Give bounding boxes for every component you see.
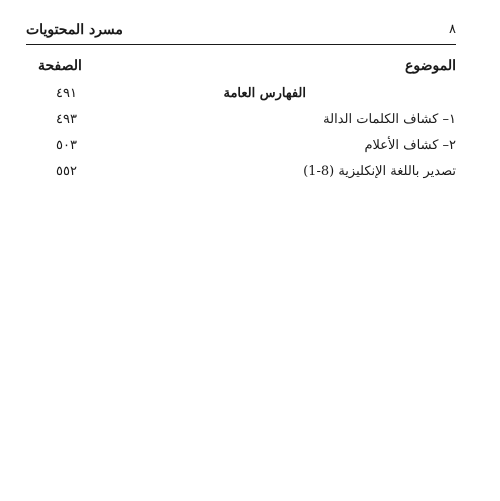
toc-entry-label: ٢– كشاف الأعلام [364,138,456,153]
header-title: مسرد المحتويات [26,22,123,38]
toc-entry-page: ٤٩٣ [56,112,77,127]
page-column-heading: الصفحة [38,58,82,74]
subject-column-heading: الموضوع [405,58,456,74]
toc-row[interactable] [26,112,456,130]
toc-entry-label: الفهارس العامة [223,86,306,101]
toc-entry-label: تصدير باللغة الإنكليزية (8-1) [303,164,456,179]
toc-row[interactable] [26,138,456,156]
toc-entry-label: ١– كشاف الكلمات الدالة [323,112,456,127]
toc-entry-page: ٥٠٣ [56,138,77,153]
toc-row-section[interactable] [26,86,456,104]
toc-row[interactable] [26,164,456,182]
page-header [26,22,456,45]
header-page-number: ٨ [449,22,456,37]
toc-entry-page: ٥٥٢ [56,164,77,179]
toc-entry-page: ٤٩١ [56,86,77,101]
